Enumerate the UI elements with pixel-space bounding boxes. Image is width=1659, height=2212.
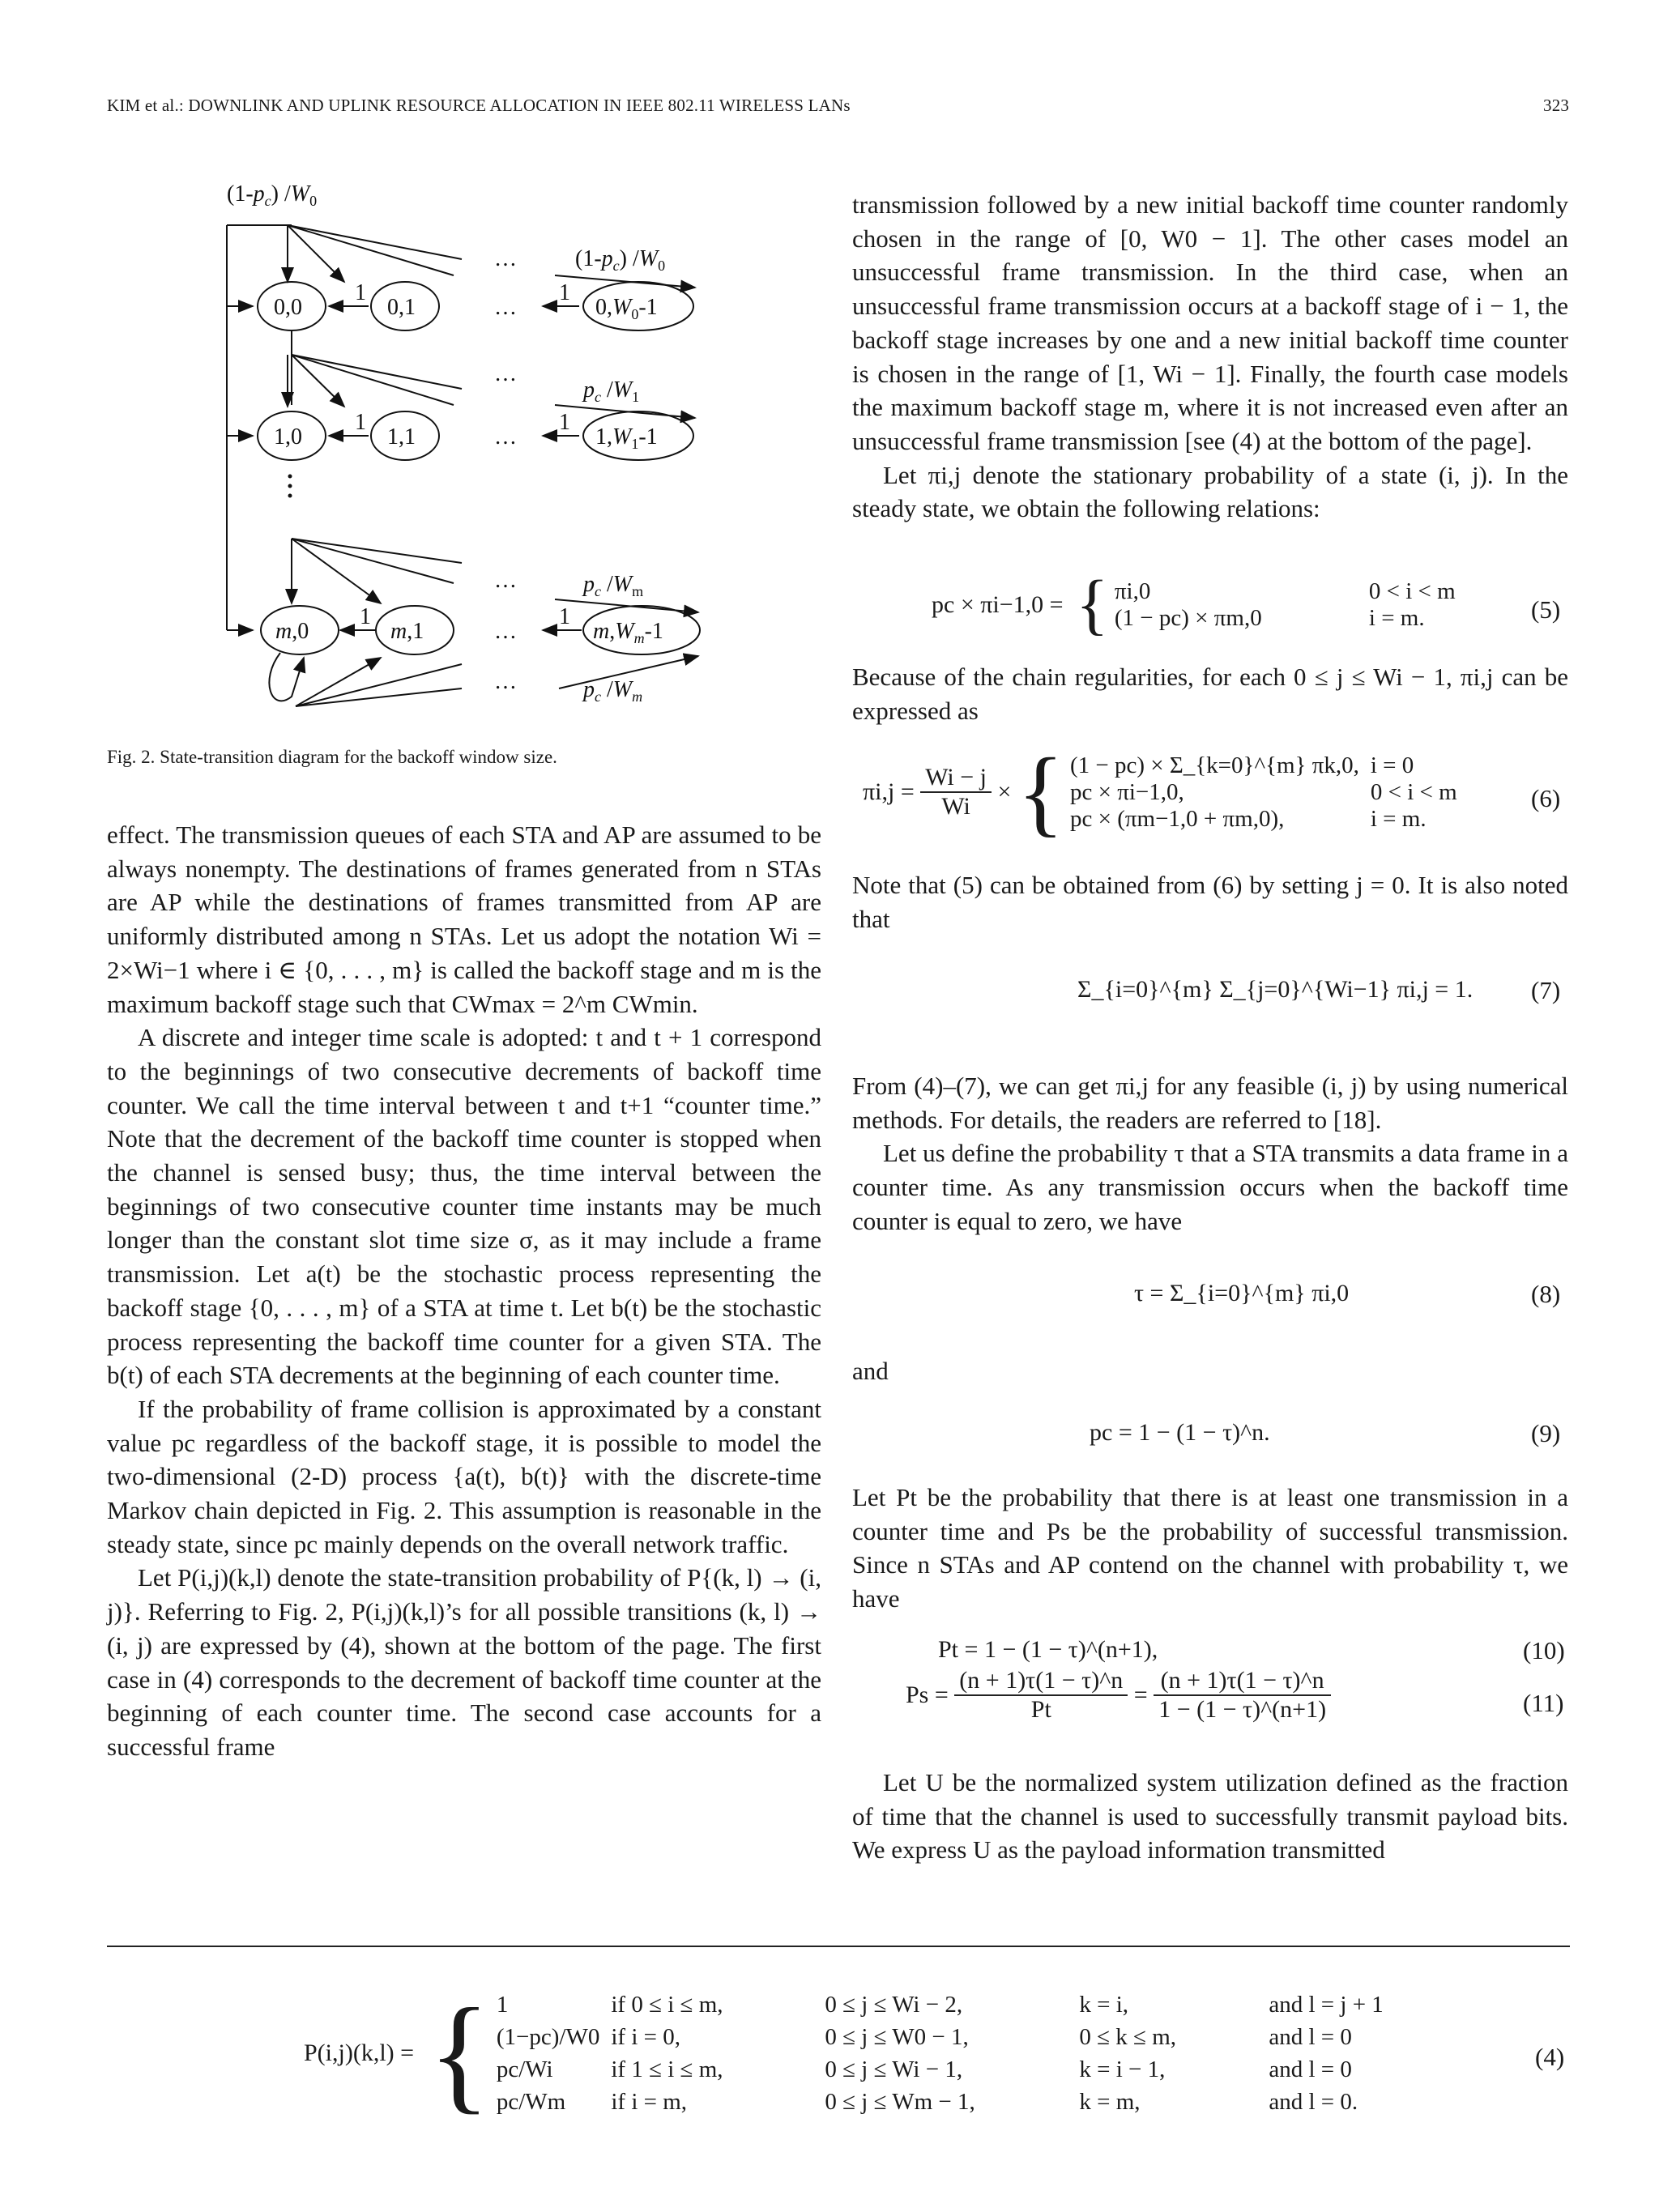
equation-4-row <box>497 1988 1442 2021</box>
left-paragraph-3: If the probability of frame collision is approximated by a constant value pc regardless of the backoff stage, it is possible to model the two-dimensional (2-D) process {a(t), b(t)} with the discrete-time Markov chain depicted in Fig. 2. This assumption is reasonable in the steady state, since pc mainly depends on the overall network traffic. <box>107 1394 821 1558</box>
equation-4-cases <box>497 1988 1442 2118</box>
state-transition-diagram <box>203 162 737 713</box>
equation-4-cell: if i = m, <box>611 2088 688 2115</box>
svg-text:m,0: m,0 <box>275 619 309 644</box>
equation-4-cell: 0 ≤ j ≤ W0 − 1, <box>825 2023 969 2050</box>
right-paragraph-8: Let Pt be the probability that there is at least one transmission in a counter time and Ps be the probability of successful transmission. Since n STAs and AP contend on the channel with probability τ, we have <box>852 1483 1568 1613</box>
equation-4-row <box>497 2053 1442 2086</box>
svg-text:m,Wm-1: $m,W_m-1$ <box>593 619 663 646</box>
equation-6-number: (6) <box>1531 784 1561 812</box>
svg-text:0,1: 0,1 <box>387 295 416 320</box>
svg-text:1: 1 <box>355 280 366 305</box>
fig-label-top: $(1-p_c)$ $/W_0$ <box>227 181 318 209</box>
svg-text:…: … <box>494 669 517 694</box>
running-title: KIM et al.: DOWNLINK AND UPLINK RESOURCE ALLOCATION IN IEEE 802.11 WIRELESS LANs <box>107 96 851 115</box>
equation-4-cell: 0 ≤ k ≤ m, <box>1079 2023 1176 2050</box>
equation-4-cell: 0 ≤ j ≤ Wi − 2, <box>825 1991 963 2018</box>
right-paragraph-7: and <box>852 1357 889 1385</box>
equation-11-number: (11) <box>1523 1689 1564 1717</box>
right-paragraph-2: Let πi,j denote the stationary probability of a state (i, j). In the steady state, we obtain the following relations: <box>852 460 1568 523</box>
right-paragraph-9-block <box>852 1766 1568 1867</box>
svg-text:pc /W1: $p_c$ $/W_1$ <box>583 377 640 405</box>
svg-text:0,0: 0,0 <box>274 295 302 320</box>
right-paragraph-9: Let U be the normalized system utilization defined as the fraction of time that the channel is used to successfully transmit payload bits. We express U as the payload information transmitted <box>852 1768 1568 1865</box>
right-paragraph-3-block <box>852 660 1568 727</box>
equation-8: τ = Σ_{i=0}^{m} πi,0 <box>1134 1280 1350 1306</box>
equation-6: πi,j = $\frac{Wi - j}{Wi}$ × { (1 − pc) × Σ_{k=0}^{m} πk,0, i = 0 pc × πi−1,0, 0 < i < m pc × (πm−1,0 + πm,0), i = m. <box>863 738 1457 846</box>
equation-4-number: (4) <box>1535 2043 1565 2071</box>
right-paragraph-5-block <box>852 1069 1568 1238</box>
svg-text:…: … <box>494 568 517 593</box>
equation-4-cell: if 0 ≤ i ≤ m, <box>611 1991 723 2018</box>
svg-text:1: 1 <box>559 410 570 435</box>
equation-11: Ps = $\frac{(n + 1)\tau(1 - \tau)\^{}n}{Pt}$ = $\frac{(n + 1)\tau(1 - \tau)\^{}n}{1 - (1 - \tau)\^{}(n+1)}$ <box>906 1667 1331 1724</box>
svg-text:…: … <box>494 246 517 271</box>
left-paragraph-4: Let P(i,j)(k,l) denote the state-transition probability of P{(k, l) → (i, j)}. Referring to Fig. 2, P(i,j)(k,l)’s for all possible transitions (k, l) → (i, j) are expressed by (4), shown at the bottom of the page. The first case in (4) corresponds to the decrement of backoff time counter at the beginning of each counter time. The second case accounts for a successful frame <box>107 1563 821 1761</box>
equation-4-row <box>497 2021 1442 2053</box>
svg-text:1: 1 <box>559 280 570 305</box>
right-paragraph-4-block <box>852 868 1568 936</box>
equation-4-cell: and l = 0 <box>1269 2056 1352 2082</box>
figure-caption: Fig. 2. State-transition diagram for the backoff window size. <box>107 747 557 767</box>
equation-4-cell: k = i, <box>1079 1991 1129 2018</box>
equation-4-cell: pc/Wm <box>496 2088 566 2115</box>
equation-4-cell: 0 ≤ j ≤ Wm − 1, <box>825 2088 975 2115</box>
equation-4-cell: (1−pc)/W0 <box>496 2023 600 2050</box>
right-paragraph-6: Let us define the probability τ that a STA transmits a data frame in a counter time. As any transmission occurs when the backoff time counter is equal to zero, we have <box>852 1139 1568 1235</box>
svg-text:…: … <box>494 361 517 386</box>
svg-text:1,1: 1,1 <box>387 424 416 450</box>
left-paragraph-1: effect. The transmission queues of each STA and AP are assumed to be always nonempty. The destinations of frames generated from n STAs are AP while the destinations of frames transmitted from AP are uniformly distributed among n STAs. Let us adopt the notation Wi = 2×Wi−1 where i ∈ {0, . . . , m} is called the backoff stage and m is the maximum backoff stage such that CWmax = 2^m CWmin. <box>107 820 821 1018</box>
equation-8-number: (8) <box>1531 1280 1561 1308</box>
equation-4-cell: k = m, <box>1079 2088 1141 2115</box>
equation-7-number: (7) <box>1531 976 1561 1004</box>
equation-5: pc × πi−1,0 = { πi,0 0 < i < m (1 − pc) × πm,0 i = m. <box>932 567 1456 642</box>
bottom-rule <box>107 1946 1570 1947</box>
right-paragraph-4: Note that (5) can be obtained from (6) by setting j = 0. It is also noted that <box>852 871 1568 933</box>
left-paragraph-2: A discrete and integer time scale is adopted: t and t + 1 correspond to the beginnings of two consecutive decrements of backoff time counter. We call the time interval between t and t+1 “counter time.” Note that the decrement of the backoff time counter is stopped when the channel is sensed busy; thus, the time interval between the beginnings of two consecutive counter time instants may be much longer than the constant slot time size σ, as it may include a frame transmission. Let a(t) be the stochastic process representing the backoff stage {0, . . . , m} of a STA at time t. Let b(t) be the stochastic process representing the backoff time counter for a given STA. The b(t) of each STA decrements at the beginning of each counter time. <box>107 1023 821 1390</box>
svg-text:1,0: 1,0 <box>274 424 302 450</box>
equation-4-cell: and l = 0 <box>1269 2023 1352 2050</box>
svg-text:0,W0-1: $0,W_0-1$ <box>595 295 658 322</box>
equation-10-number: (10) <box>1523 1636 1565 1664</box>
page-number: 323 <box>1543 96 1570 115</box>
equation-4-cell: if 1 ≤ i ≤ m, <box>611 2056 723 2082</box>
equation-9: pc = 1 − (1 − τ)^n. <box>1090 1419 1270 1446</box>
svg-text:(1-pc) /W0: $(1-p_c)$ $/W_0$ <box>575 246 666 274</box>
equation-4: P(i,j)(k,l) = { 1 if 0 ≤ i ≤ m, 0 ≤ j ≤ Wi − 2, k = i, and l = j + 1 (1−pc)/W0 if i = 0, 0 ≤ j ≤ W0 − 1, 0 ≤ k ≤ m, and l = 0 pc/Wi if 1 ≤ i ≤ m, 0 ≤ j ≤ Wi − 1, k = i − 1, and l = 0 pc/Wm if i = m, 0 ≤ j ≤ Wm − 1, k = m, and l = 0. <box>304 1988 1442 2118</box>
equation-4-cell: 1 <box>496 1991 509 2018</box>
equation-4-cell: 0 ≤ j ≤ Wi − 1, <box>825 2056 963 2082</box>
right-paragraph-7-block <box>852 1354 1568 1388</box>
equation-4-cell: k = i − 1, <box>1079 2056 1166 2082</box>
svg-text:1: 1 <box>355 410 366 435</box>
equation-4-cell: if i = 0, <box>611 2023 680 2050</box>
right-paragraph-3: Because of the chain regularities, for each 0 ≤ j ≤ Wi − 1, πi,j can be expressed as <box>852 663 1568 725</box>
svg-text:…: … <box>494 424 517 450</box>
equation-4-cell: and l = j + 1 <box>1269 1991 1384 2018</box>
equation-7: Σ_{i=0}^{m} Σ_{j=0}^{Wi−1} πi,j = 1. <box>1077 976 1473 1003</box>
equation-4-cell: and l = 0. <box>1269 2088 1358 2115</box>
equation-4-row <box>497 2086 1442 2118</box>
right-paragraph-5: From (4)–(7), we can get πi,j for any feasible (i, j) by using numerical methods. For details, the readers are referred to [18]. <box>852 1072 1568 1134</box>
equation-9-number: (9) <box>1531 1419 1561 1447</box>
svg-text:1,W1-1: $1,W_1-1$ <box>595 424 658 452</box>
svg-text:1: 1 <box>360 604 371 629</box>
svg-text:…: … <box>494 619 517 644</box>
equation-10: Pt = 1 − (1 − τ)^(n+1), <box>938 1636 1158 1663</box>
svg-text:1: 1 <box>559 604 570 629</box>
svg-text:pc /Wm: $p_c$ $/W_m$ <box>583 677 643 705</box>
svg-text:pc /Wm: $p_c$ $/W_m$ <box>583 572 644 599</box>
right-column-top <box>852 188 1568 526</box>
right-paragraph-1: transmission followed by a new initial backoff time counter randomly chosen in the range of [0, W0 − 1]. The other cases model an unsuccessful frame transmission. In the third case, when an unsuccessful frame transmission occurs at a backoff stage of i − 1, the backoff stage increases by one and a new initial backoff time counter is chosen in the range of [1, Wi − 1]. Finally, the fourth case models the maximum backoff stage m, where it is not increased even after an unsuccessful frame transmission [see (4) at the bottom of the page]. <box>852 190 1568 455</box>
svg-text:m,1: m,1 <box>390 619 424 644</box>
left-column <box>107 818 821 1764</box>
equation-4-cell: pc/Wi <box>496 2056 553 2082</box>
equation-5-number: (5) <box>1531 595 1561 624</box>
svg-text:…: … <box>494 295 517 320</box>
right-paragraph-8-block <box>852 1481 1568 1616</box>
